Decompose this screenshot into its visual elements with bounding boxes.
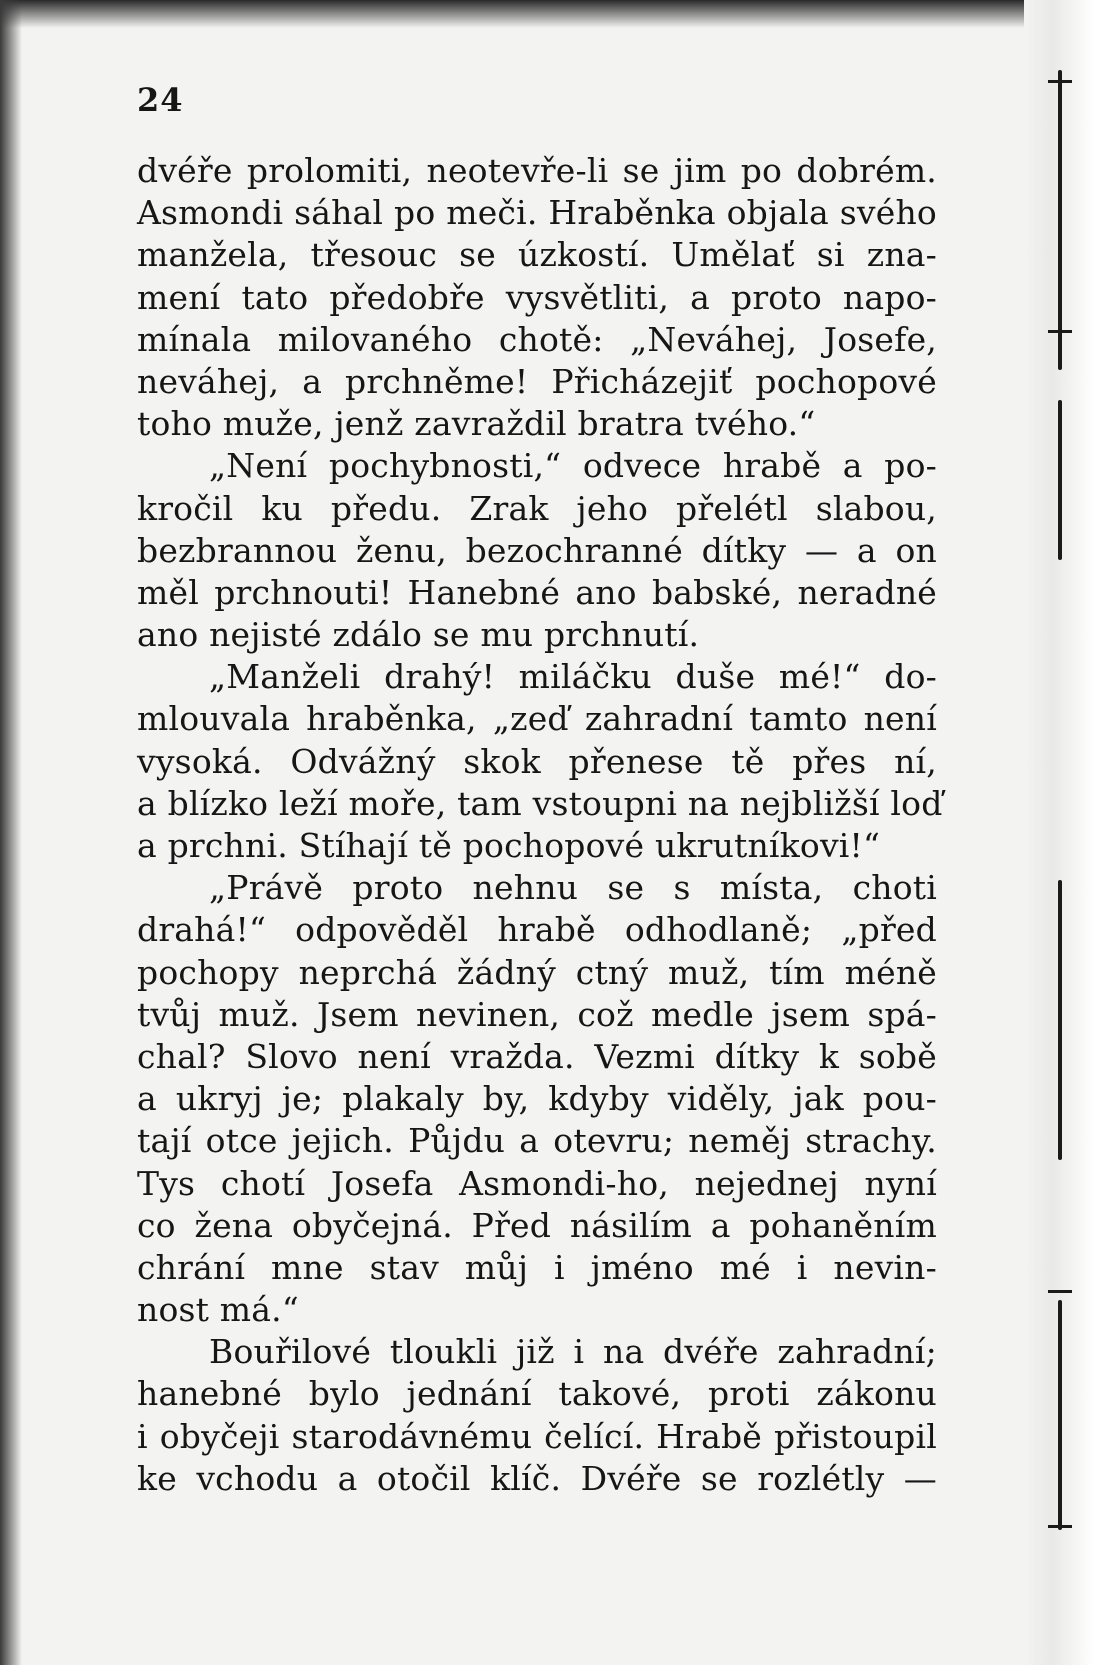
text-line: a blízko leží moře, tam vstoupni na nejbližší loď — [137, 783, 943, 823]
text-line: vysoká. Odvážný skok přenese tě přes ní, — [137, 741, 937, 781]
gutter-line — [1058, 1300, 1062, 1530]
gutter-tick — [1048, 80, 1072, 83]
text-line: tvůj muž. Jsem nevinen, což medle jsem spá- — [137, 994, 937, 1034]
text-line: Tys chotí Josefa Asmondi-ho, nejednej nyní — [137, 1163, 937, 1203]
text-line: manžela, třesouc se úzkostí. Umělať si zna- — [137, 235, 937, 275]
gutter-line — [1058, 400, 1062, 560]
scan-shadow-top — [0, 0, 1094, 28]
text-line: co žena obyčejná. Před násilím a pohaněním — [137, 1205, 937, 1245]
text-line: Asmondi sáhal po meči. Hraběnka objala svého — [137, 193, 937, 233]
text-line: ano nejisté zdálo se mu prchnutí. — [137, 615, 700, 655]
text-line: „Manželi drahý! miláčku duše mé!“ do- — [209, 657, 937, 697]
text-line: a ukryj je; plakaly by, kdyby viděly, jak pou- — [137, 1079, 937, 1119]
body-text — [137, 150, 943, 1500]
text-line: mení tato předobře vysvětliti, a proto napo- — [137, 277, 937, 317]
text-line: „Právě proto nehnu se s místa, choti — [209, 868, 937, 908]
text-line: ke vchodu a otočil klíč. Dvéře se rozlétly — — [137, 1458, 937, 1498]
text-line: nost má.“ — [137, 1290, 299, 1330]
gutter-line — [1058, 880, 1062, 1160]
text-line: Bouřilové tloukli již i na dvéře zahradní; — [209, 1332, 937, 1372]
gutter-line — [1058, 70, 1062, 370]
text-line: pochopy neprchá žádný ctný muž, tím méně — [137, 952, 937, 992]
text-line: mínala milovaného chotě: „Neváhej, Josefe, — [137, 319, 937, 359]
gutter-tick — [1048, 1525, 1072, 1528]
text-line: hanebné bylo jednání takové, proti zákonu — [137, 1374, 937, 1414]
text-line: kročil ku předu. Zrak jeho přelétl slabou, — [137, 488, 937, 528]
text-line: a prchni. Stíhají tě pochopové ukrutníkovi!“ — [137, 826, 881, 865]
text-line: „Není pochybnosti,“ odvece hrabě a po- — [209, 446, 937, 486]
text-line: měl prchnouti! Hanebné ano babské, neradné — [137, 572, 937, 612]
text-line: bezbrannou ženu, bezochranné dítky — a on — [137, 530, 937, 570]
page-number: 24 — [137, 81, 184, 119]
text-line: toho muže, jenž zavraždil bratra tvého.“ — [137, 404, 816, 444]
text-line: dvéře prolomiti, neotevře-li se jim po dobrém. — [137, 151, 937, 190]
text-line: tají otce jejich. Půjdu a otevru; neměj strachy. — [137, 1121, 937, 1161]
text-line: chal? Slovo není vražda. Vezmi dítky k sobě — [137, 1036, 937, 1076]
scan-shadow-left — [0, 0, 22, 1665]
text-line: drahá!“ odpověděl hrabě odhodlaně; „před — [137, 910, 937, 950]
text-line: i obyčeji starodávnému čelící. Hrabě přistoupil — [137, 1416, 937, 1456]
text-block — [137, 80, 943, 1500]
text-line: chrání mne stav můj i jméno mé i nevin- — [137, 1247, 937, 1287]
text-line: mlouvala hraběnka, „zeď zahradní tamto není — [137, 699, 937, 739]
gutter-tick — [1048, 1290, 1072, 1293]
text-line: neváhej, a prchněme! Přicházejiť pochopové — [137, 361, 937, 401]
gutter-tick — [1048, 330, 1072, 333]
